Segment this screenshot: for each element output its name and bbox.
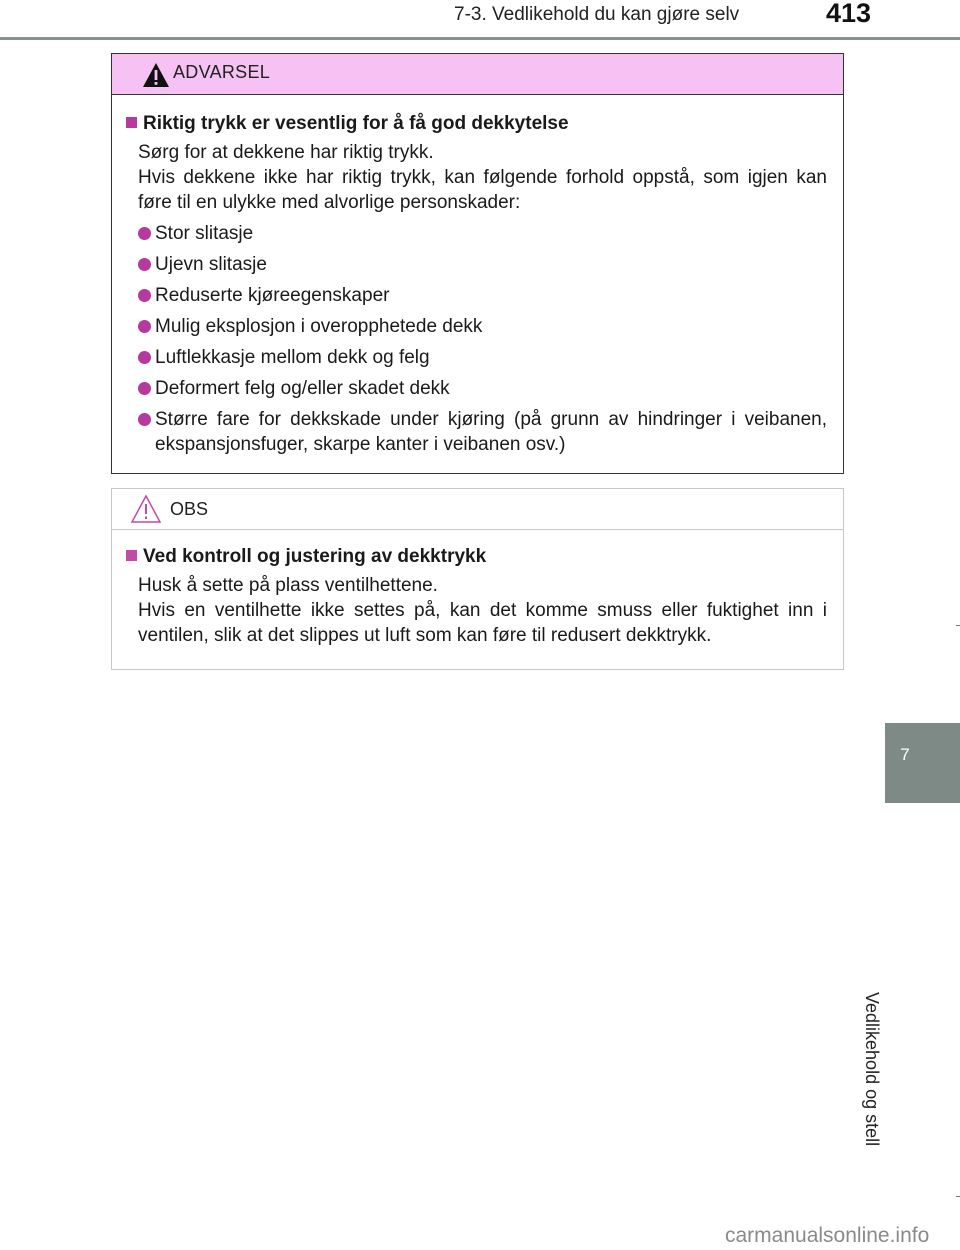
list-item-text: Ujevn slitasje xyxy=(155,254,267,275)
notice-paragraph: Husk å sette på plass ventilhettene. xyxy=(138,575,438,596)
bullet-dot-icon xyxy=(138,258,151,271)
list-item xyxy=(138,283,827,308)
bullet-dot-icon xyxy=(138,382,151,395)
list-item xyxy=(138,221,827,246)
section-square-icon xyxy=(126,117,137,128)
notice-heading-text: Ved kontroll og justering av dekktrykk xyxy=(143,546,487,567)
margin-tick xyxy=(956,1196,960,1197)
page-number: 413 xyxy=(826,0,872,28)
list-item xyxy=(138,252,827,277)
warning-label: ADVARSEL xyxy=(173,62,271,82)
list-item-text: Stor slitasje xyxy=(155,223,254,244)
warning-triangle-icon xyxy=(142,62,170,88)
warning-header xyxy=(112,54,843,95)
list-item-text: Større fare for dekkskade under kjøring (på grunn av hindringer i veibanen, ekspansjonsfuger, skarpe kanter i veibanen osv.) xyxy=(155,409,827,455)
list-item xyxy=(138,407,827,457)
notice-label: OBS xyxy=(170,499,209,519)
bullet-dot-icon xyxy=(138,351,151,364)
list-item-text: Deformert felg og/eller skadet dekk xyxy=(155,378,450,399)
section-square-icon xyxy=(126,550,137,561)
list-item xyxy=(138,345,827,370)
list-item-text: Reduserte kjøreegenskaper xyxy=(155,285,390,306)
notice-paragraph: Hvis en ventilhette ikke settes på, kan det komme smuss eller fuktighet inn i ventilen, slik at det slippes ut luft som kan føre til redusert dekktrykk. xyxy=(138,600,827,646)
notice-heading xyxy=(138,546,827,568)
warning-bullet-list xyxy=(138,221,827,457)
warning-paragraph: Hvis dekkene ikke har riktig trykk, kan følgende forhold oppstå, som igjen kan føre til en ulykke med alvorlige personskader: xyxy=(138,167,827,213)
section-title: 7-3. Vedlikehold du kan gjøre selv xyxy=(454,4,740,25)
list-item xyxy=(138,376,827,401)
bullet-dot-icon xyxy=(138,289,151,302)
notice-box xyxy=(111,488,844,670)
list-item xyxy=(138,314,827,339)
warning-box xyxy=(111,53,844,474)
header-rule xyxy=(0,37,960,40)
bullet-dot-icon xyxy=(138,413,151,426)
margin-tick xyxy=(956,625,960,626)
caution-triangle-icon xyxy=(130,494,162,524)
chapter-title: Vedlikehold og stell xyxy=(862,992,882,1147)
warning-heading-text: Riktig trykk er vesentlig for å få god dekkytelse xyxy=(143,113,569,134)
bullet-dot-icon xyxy=(138,320,151,333)
chapter-title-vertical xyxy=(862,992,922,1172)
warning-heading xyxy=(138,113,827,135)
list-item-text: Luftlekkasje mellom dekk og felg xyxy=(155,347,430,368)
chapter-number: 7 xyxy=(900,745,910,764)
bullet-dot-icon xyxy=(138,227,151,240)
watermark: carmanualsonline.info xyxy=(725,1224,930,1247)
chapter-tab[interactable] xyxy=(885,723,960,803)
warning-paragraph: Sørg for at dekkene har riktig trykk. xyxy=(138,142,434,163)
list-item-text: Mulig eksplosjon i overopphetede dekk xyxy=(155,316,483,337)
notice-header xyxy=(112,489,843,530)
